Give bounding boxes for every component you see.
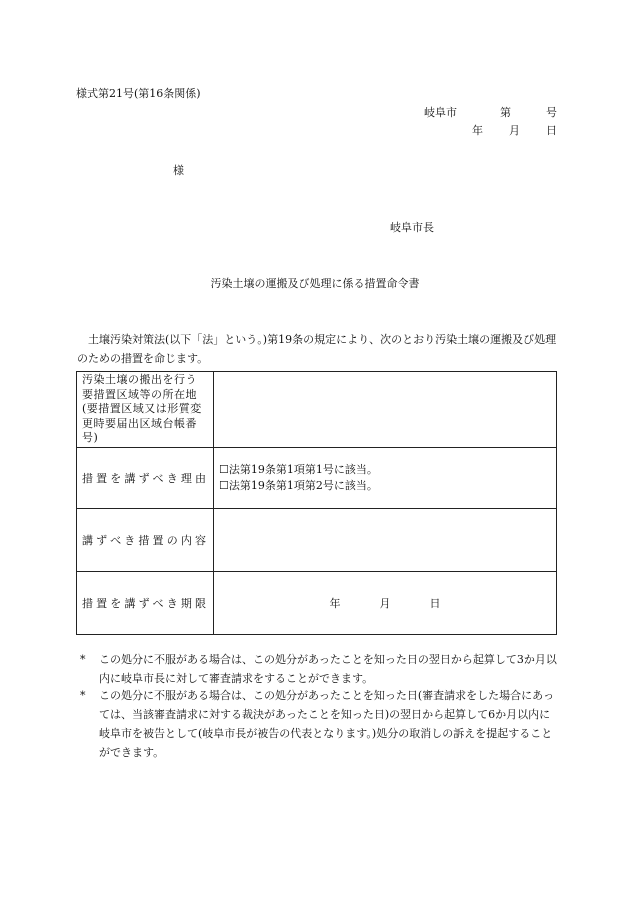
note-mark: *: [80, 653, 86, 666]
note-mark: *: [80, 689, 86, 702]
deadline-day: 日: [429, 597, 441, 610]
note-1: [80, 650, 558, 688]
date-day: 日: [546, 124, 557, 137]
issuer-city: 岐阜市: [424, 106, 457, 119]
issuer-line: [424, 104, 557, 120]
deadline-label: 措置を講ずべき期限: [77, 572, 214, 635]
issuer-dai: 第: [500, 106, 511, 119]
measure-content-value: [214, 509, 557, 572]
measure-content-label: 講ずべき措置の内容: [77, 509, 214, 572]
date-month: 月: [509, 124, 520, 137]
reason-label: 措置を講ずべき理由: [77, 448, 214, 509]
deadline-month: 月: [379, 597, 391, 610]
table-row: [77, 572, 557, 635]
issuer-go: 号: [546, 106, 557, 119]
table-row: [77, 372, 557, 448]
note-text: この処分に不服がある場合は、この処分があったことを知った日(審査請求をした場合にあっては、当該審査請求に対する裁決があったことを知った日)の翌日から起算して6か月以内に岐阜市を被告として(岐阜市長が被告の代表となります。)処分の取消しの訴えを提起することができます。: [99, 689, 555, 759]
reason-option-2: ☐法第19条第1項第2号に該当。: [219, 479, 378, 492]
reason-value: [214, 448, 557, 509]
note-2: [80, 686, 558, 762]
deadline-year: 年: [329, 597, 341, 610]
table-row: [77, 448, 557, 509]
mayor-signature: 岐阜市長: [390, 221, 434, 234]
form-number: 様式第21号(第16条関係): [76, 87, 201, 100]
order-table: [76, 371, 557, 635]
location-value: [214, 372, 557, 448]
note-text: この処分に不服がある場合は、この処分があったことを知った日の翌日から起算して3か月以内に岐阜市長に対して審査請求をすることができます。: [99, 653, 557, 685]
document-title: 汚染土壌の運搬及び処理に係る措置命令書: [210, 277, 420, 290]
location-label: 汚染土壌の搬出を行う要措置区域等の所在地(要措置区域又は形質変更時要届出区域台帳番号): [77, 372, 214, 448]
reason-option-1: ☐法第19条第1項第1号に該当。: [219, 463, 378, 476]
deadline-value: [214, 572, 557, 635]
table-row: [77, 509, 557, 572]
issue-date: [472, 122, 557, 138]
recipient-suffix: 様: [173, 164, 184, 177]
date-year: 年: [472, 124, 483, 137]
body-paragraph: 土壌汚染対策法(以下「法」という。)第19条の規定により、次のとおり汚染土壌の運搬及び処理のための措置を命じます。: [77, 333, 557, 365]
